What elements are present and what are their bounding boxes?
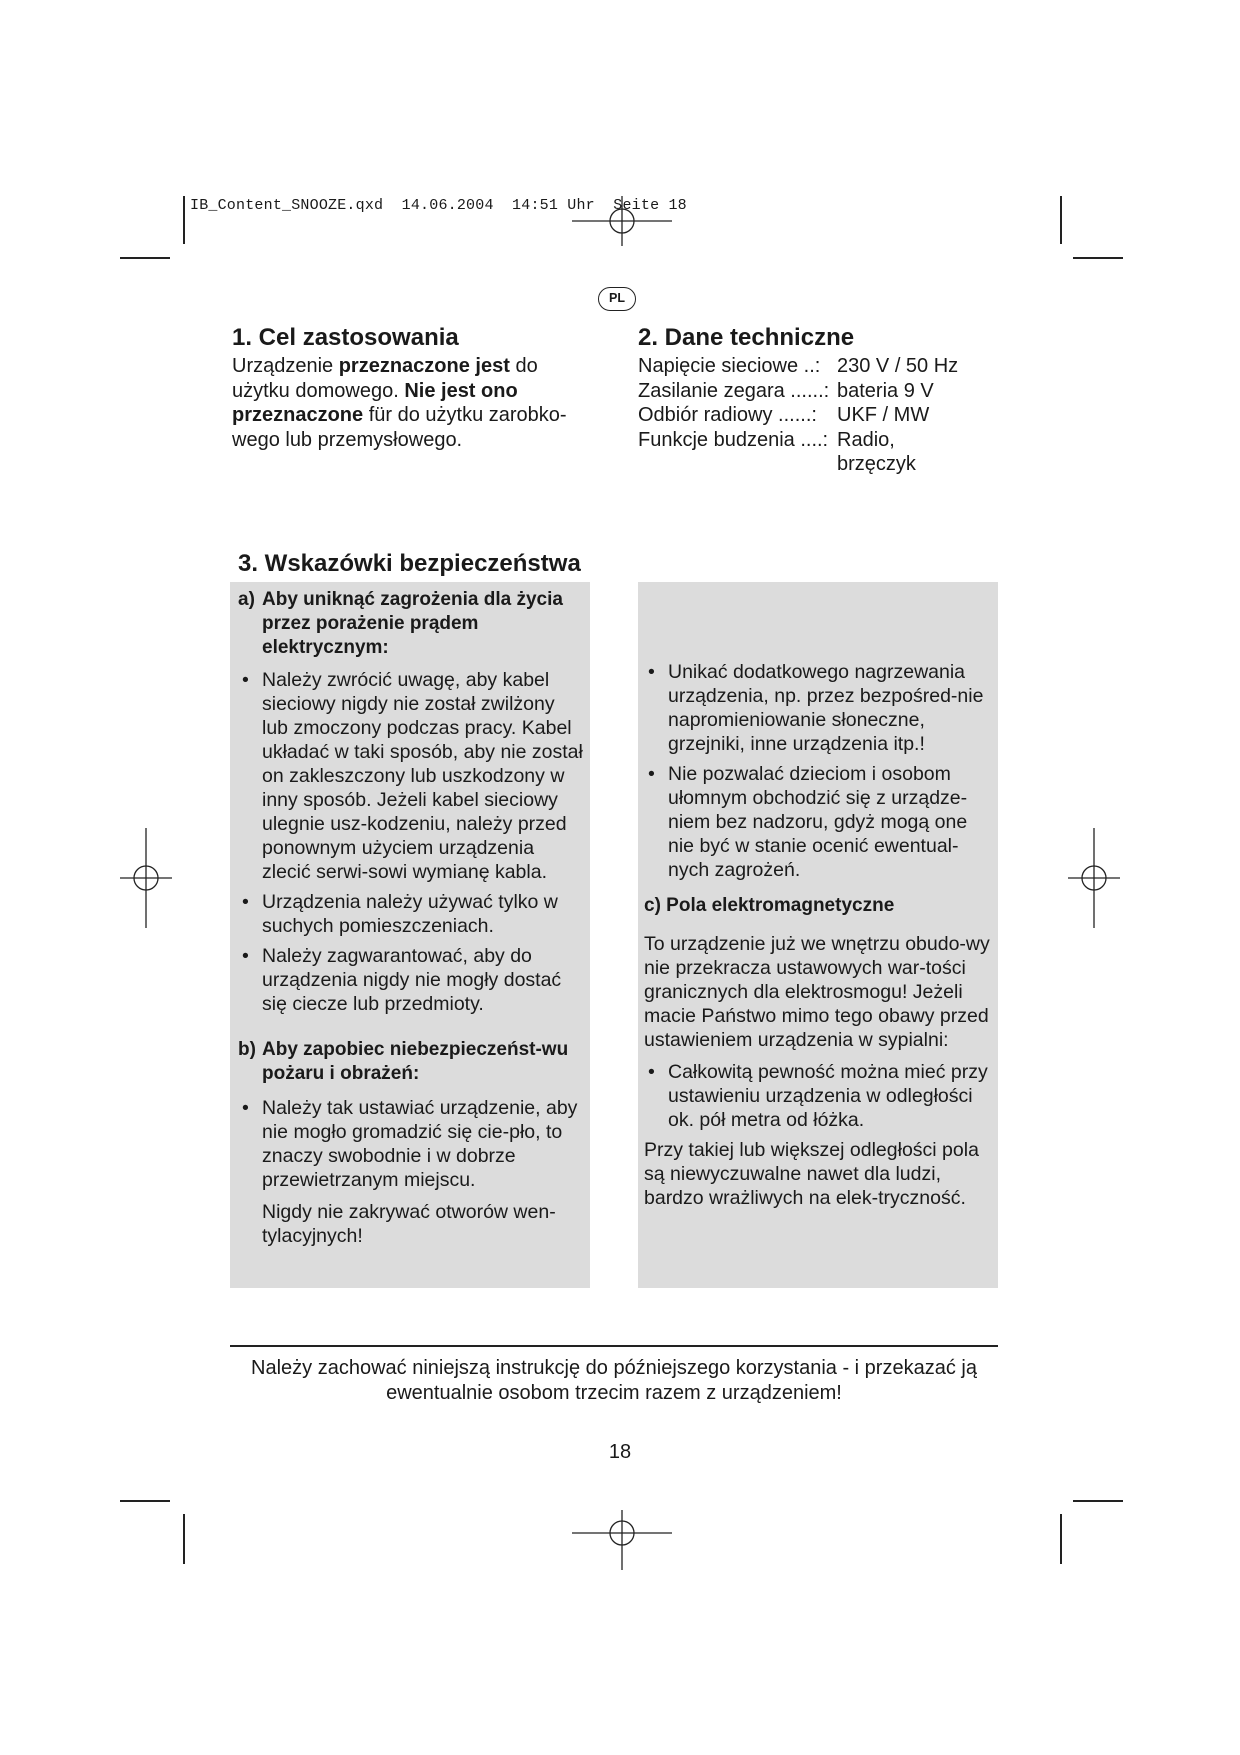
subsection-key: b) bbox=[238, 1039, 256, 1060]
tech-row bbox=[638, 452, 998, 477]
language-badge: PL bbox=[598, 287, 636, 311]
crop-mark bbox=[1060, 196, 1062, 244]
purpose-line bbox=[232, 428, 602, 453]
tech-row bbox=[638, 354, 998, 379]
tech-value: Radio, bbox=[837, 428, 895, 451]
bullet-list bbox=[238, 668, 586, 1016]
registration-mark bbox=[120, 828, 172, 928]
footer-divider bbox=[230, 1345, 998, 1347]
list-item: • Należy zagwarantować, aby do urządzenia nigdy nie mogły dostać się ciecze lub przedmioty. bbox=[238, 944, 586, 1016]
subsection-title: Aby zapobiec niebezpieczeńst-wu pożaru i obrażeń: bbox=[262, 1039, 569, 1084]
tech-label bbox=[638, 452, 837, 477]
subsection-c-title: c) Pola elektromagnetyczne bbox=[644, 895, 895, 916]
purpose-line bbox=[232, 403, 602, 428]
text-run: für do użytku zarobko- bbox=[363, 404, 567, 426]
emf-paragraph: Przy takiej lub większej odległości pola są niewyczuwalne nawet dla ludzi, bardzo wrażliwych na elek-tryczność. bbox=[644, 1139, 979, 1209]
tech-label: Odbiór radiowy ......: bbox=[638, 404, 817, 426]
list-item: • Należy tak ustawiać urządzenie, aby nie mogło gromadzić się cie-pło, to znaczy swobodnie i w dobrze przewietrzanym miejscu. bbox=[238, 1096, 586, 1192]
crop-mark bbox=[120, 1500, 170, 1502]
list-item: • Nie pozwalać dzieciom i osobom ułomnym obchodzić się z urządze-niem bez nadzoru, gdyż mogą one nie być w stanie ocenić ewentual-nych zagrożeń. bbox=[644, 762, 994, 882]
registration-mark bbox=[1068, 828, 1120, 928]
file-slug: IB_Content_SNOOZE.qxd 14.06.2004 14:51 Uhr Seite 18 bbox=[190, 197, 687, 214]
bold-text: przeznaczone bbox=[232, 404, 364, 426]
section-heading: 2. Dane techniczne bbox=[638, 324, 855, 351]
crop-mark bbox=[1073, 1500, 1123, 1502]
purpose-text bbox=[232, 354, 602, 452]
text-run: wego lub przemysłowego. bbox=[232, 428, 463, 451]
tech-label: Funkcje budzenia ....: bbox=[638, 428, 829, 451]
subsection-b-title bbox=[238, 1038, 586, 1086]
bullet-list bbox=[644, 1060, 994, 1132]
tech-value: bateria 9 V bbox=[837, 379, 934, 402]
safety-box-left bbox=[230, 582, 590, 1288]
emf-paragraph: To urządzenie już we wnętrzu obudo-wy nie przekracza ustawowych war-tości granicznych dla elektrosmogu! Jeżeli macie Państwo mimo tego obawy przed ustawieniem urządzenia w sypialni: bbox=[644, 933, 990, 1051]
bullet-list bbox=[644, 660, 994, 882]
tech-label: Zasilanie zegara ......: bbox=[638, 379, 830, 402]
tech-row bbox=[638, 379, 998, 404]
tech-label: Napięcie sieciowe ..: bbox=[638, 355, 821, 377]
subsection-title: Aby uniknąć zagrożenia dla życia przez porażenie prądem elektrycznym: bbox=[262, 589, 563, 658]
list-item: • Należy zwrócić uwagę, aby kabel sieciowy nigdy nie został zwilżony lub zmoczony podczas pracy. Kabel układać w taki sposób, aby nie został on zakleszczony lub uszkodzony w inny sposób. Jeżeli kabel sieciowy ulegnie usz-kodzeniu, należy przed ponownym użyciem urządzenia zlecić serwi-sowi wymianę kabla. bbox=[238, 668, 586, 884]
list-item: • Całkowitą pewność można mieć przy ustawieniu urządzenia w odległości ok. pół metra od łóżka. bbox=[644, 1060, 994, 1132]
purpose-line bbox=[232, 354, 602, 379]
crop-mark bbox=[120, 257, 170, 259]
text-run: do bbox=[509, 355, 538, 377]
tech-value: 230 V / 50 Hz bbox=[837, 355, 959, 377]
tech-value: brzęczyk bbox=[837, 453, 916, 475]
section-technical-data bbox=[638, 324, 998, 477]
list-item: • Unikać dodatkowego nagrzewania urządzenia, np. przez bezpośred-nie napromieniowanie słoneczne, grzejniki, inne urządzenia itp.! bbox=[644, 660, 994, 756]
tech-row bbox=[638, 428, 998, 453]
bullet-list bbox=[238, 1096, 586, 1192]
list-item: • Urządzenia należy używać tylko w suchych pomieszczeniach. bbox=[238, 890, 586, 938]
section-heading-safety: 3. Wskazówki bezpieczeństwa bbox=[238, 550, 581, 577]
footer-note: Należy zachować niniejszą instrukcję do późniejszego korzystania - i przekazać ją ewentualnie osobom trzecim razem z urządzeniem! bbox=[251, 1357, 977, 1404]
tech-table bbox=[638, 354, 998, 477]
crop-mark bbox=[1073, 257, 1123, 259]
crop-mark bbox=[183, 196, 185, 244]
bold-text: Nie jest ono bbox=[404, 379, 518, 402]
crop-mark bbox=[183, 1514, 185, 1564]
registration-mark bbox=[572, 1510, 672, 1570]
subsection-key: a) bbox=[238, 589, 255, 610]
text-run: Urządzenie bbox=[232, 355, 339, 377]
tech-value: UKF / MW bbox=[837, 404, 930, 426]
page-number: 18 bbox=[608, 1441, 632, 1463]
text-run: użytku domowego. bbox=[232, 379, 405, 402]
section-purpose bbox=[232, 324, 602, 452]
safety-box-right bbox=[638, 582, 998, 1288]
purpose-line bbox=[232, 379, 602, 404]
ventilation-note: Nigdy nie zakrywać otworów wen-tylacyjnych! bbox=[262, 1201, 556, 1247]
subsection-a-title bbox=[238, 588, 586, 660]
bold-text: przeznaczone jest bbox=[338, 355, 510, 377]
tech-row bbox=[638, 403, 998, 428]
section-heading: 1. Cel zastosowania bbox=[232, 324, 459, 351]
crop-mark bbox=[1060, 1514, 1062, 1564]
